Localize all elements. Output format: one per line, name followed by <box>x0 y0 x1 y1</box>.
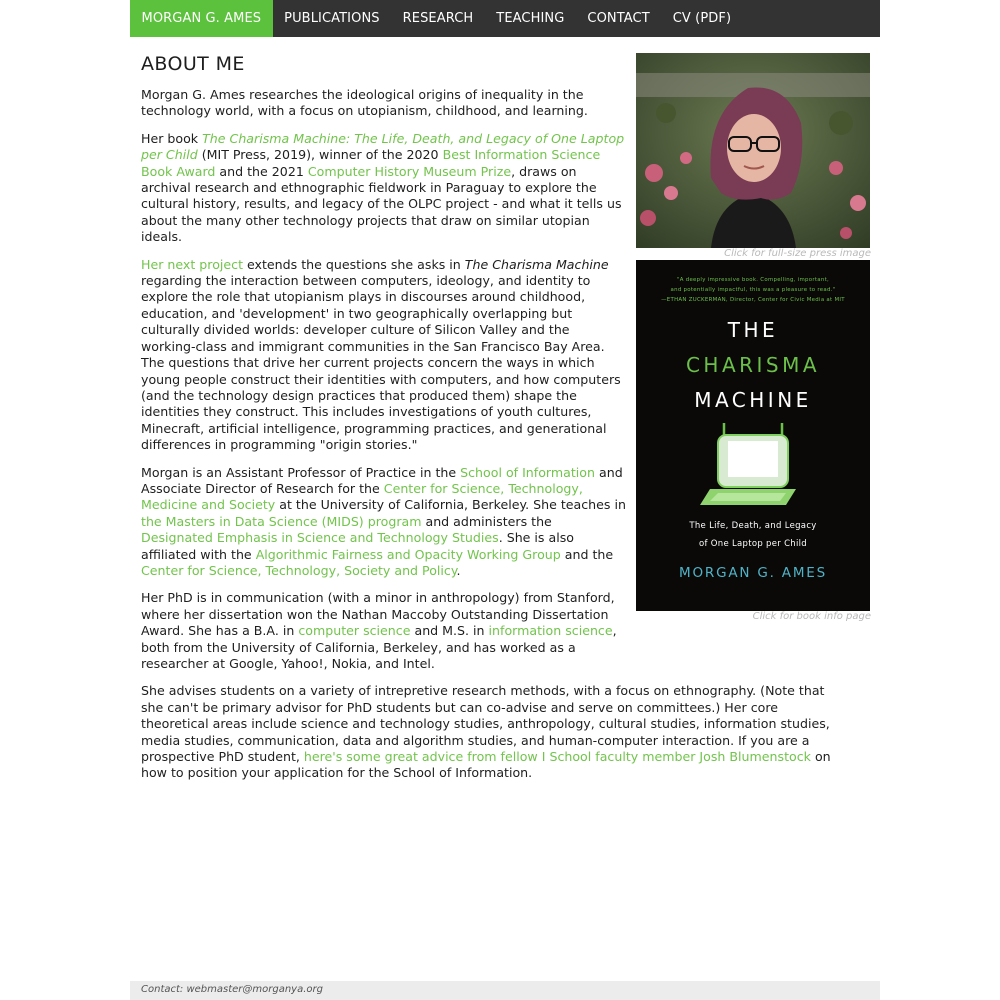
project-paragraph <box>141 257 626 454</box>
book-title-charisma: CHARISMA <box>685 353 821 377</box>
book-paragraph <box>141 131 626 246</box>
next-project-link[interactable]: Her next project <box>141 256 244 272</box>
book-title-the: THE <box>727 318 779 342</box>
award-link-computer-history[interactable]: Computer History Museum Prize <box>307 163 512 179</box>
book-cover[interactable] <box>636 260 870 611</box>
text: Her PhD is in communication (with a minor in anthropology) from Stanford, where her dissertation won the Nathan Maccoby Outstanding Dissertation Award. She has a B.A. in <box>141 590 615 639</box>
afog-link[interactable]: Algorithmic Fairness and Opacity Working Group <box>255 546 561 562</box>
book-title-italic: The Charisma Machine <box>464 256 609 272</box>
nav-publications[interactable]: PUBLICATIONS <box>284 11 380 26</box>
text: Morgan is an Assistant Professor of Practice in the <box>141 464 461 480</box>
text: She advises students on a variety of intrepretive research methods, with a focus on ethnography. (Note that she can't be primary advisor for PhD students but can co-advise and serve on committees.) Her core theoretical areas include science and technology studies, anthropology, cultural studies, information studies, media studies, communication, data and algorithm studies, and human-computer interaction. If you are a prospective PhD student, <box>141 683 830 765</box>
contact-email[interactable]: Contact: webmaster@morganya.org <box>141 984 323 995</box>
laptop-icon <box>696 423 810 509</box>
press-photo[interactable] <box>636 53 870 248</box>
book-title-machine: MACHINE <box>694 388 812 412</box>
text: . She is also affiliated with the <box>141 530 574 562</box>
text: and administers the <box>421 513 552 529</box>
book-subtitle: The Life, Death, and Legacy <box>689 521 817 531</box>
award-link-best-info-science[interactable]: Best Information Science Book Award <box>141 147 601 179</box>
text: on how to position your application for the School of Information. <box>141 749 831 781</box>
top-nav <box>130 0 880 37</box>
nav-cv-pdf[interactable]: CV (PDF) <box>672 11 732 26</box>
sts-emphasis-link[interactable]: Designated Emphasis in Science and Technology Studies <box>141 530 499 546</box>
nav-contact[interactable]: CONTACT <box>587 11 650 26</box>
book-subtitle: of One Laptop per Child <box>698 539 808 549</box>
text: , draws on archival research and ethnographic fieldwork in Paraguay to explore the cultural history, results, and legacy of the OLPC project - and what it tells us about the many other technology projects that draw on similar utopian ideals. <box>141 163 622 245</box>
text: (MIT Press, 2019), winner of the 2020 <box>197 147 443 163</box>
portrait-image <box>636 53 870 248</box>
intro-paragraph: Morgan G. Ames researches the ideological origins of inequality in the technology world, with a focus on utopianism, childhood, and learning. <box>141 87 588 119</box>
blurb-attribution: —ETHAN ZUCKERMAN, Director, Center for Civic Media at MIT <box>661 297 845 303</box>
text: . <box>456 562 461 578</box>
book-author: MORGAN G. AMES <box>679 565 827 581</box>
school-of-information-link[interactable]: School of Information <box>460 464 595 480</box>
computer-science-link[interactable]: computer science <box>298 623 411 639</box>
position-paragraph <box>141 465 626 580</box>
cstms-link[interactable]: Center for Science, Technology, Medicine and Society <box>141 480 583 513</box>
book-blurb <box>636 275 870 305</box>
blurb-line: "A deeply impressive book. Compelling, important, <box>676 277 830 283</box>
nav-teaching[interactable]: TEACHING <box>496 11 565 26</box>
ctsp-link[interactable]: Center for Science, Technology, Society and Policy <box>141 562 457 578</box>
nav-home[interactable]: MORGAN G. AMES <box>130 0 273 37</box>
mids-link[interactable]: the Masters in Data Science (MIDS) program <box>141 513 422 529</box>
page-title: ABOUT ME <box>141 53 245 75</box>
photo-caption[interactable]: Click for full-size press image <box>724 248 871 259</box>
text: extends the questions she asks in <box>243 256 465 272</box>
text: , both from the University of California, Berkeley, and has worked as a researcher at Google, Yahoo!, Nokia, and Intel. <box>141 623 617 671</box>
about-column <box>141 52 626 672</box>
text: and Associate Director of Research for the <box>141 464 623 496</box>
text: regarding the interaction between computers, ideology, and identity to explore the role that utopianism plays in discourses around childhood, education, and 'development' in two geographically overlapping but culturally divided worlds: developer culture of Silicon Valley and the working-class and immigrant communities in the San Francisco Bay Area. The questions that drive her current projects concern the ways in which young people construct their identities with computers, and how computers (and the technology design practices that produced them) shape the identities they construct. This includes investigations of youth cultures, Minecraft, artificial intelligence, programming practices, and generational differences in programming "origin stories." <box>141 273 621 453</box>
book-link[interactable]: The Charisma Machine: The Life, Death, and Legacy of One Laptop per Child <box>141 130 625 163</box>
text: Her book <box>141 130 203 146</box>
education-paragraph <box>141 590 626 672</box>
information-science-link[interactable]: information science <box>488 623 613 639</box>
blurb-line: and potentially impactful, this was a pleasure to read." <box>670 287 836 293</box>
text: at the University of California, Berkeley. She teaches in <box>275 497 626 513</box>
nav-research[interactable]: RESEARCH <box>402 11 474 26</box>
text: and the 2021 <box>215 163 308 179</box>
book-caption[interactable]: Click for book info page <box>752 611 871 622</box>
advising-paragraph <box>141 683 843 781</box>
text: and the <box>560 546 614 562</box>
phd-advice-link[interactable]: here's some great advice from fellow I School faculty member Josh Blumenstock <box>303 749 811 765</box>
footer <box>130 981 880 1000</box>
text: and M.S. in <box>410 623 489 639</box>
